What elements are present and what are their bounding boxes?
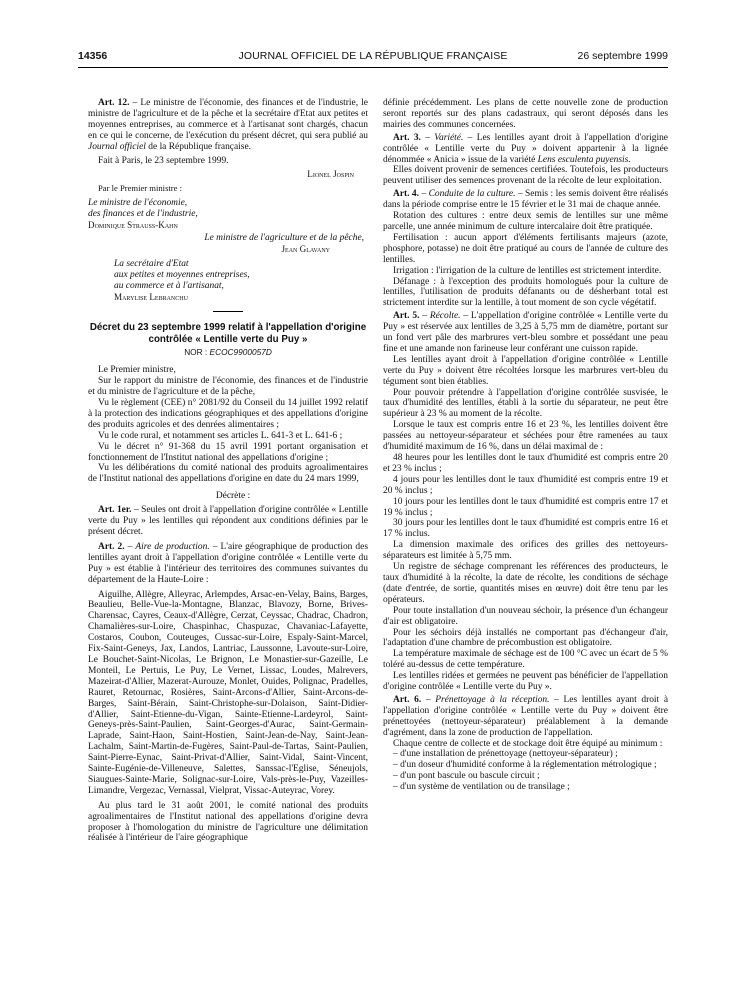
paragraph: définie précédemment. Les plans de cette nouvelle zone de production seront reportés sur des plans cadastraux, qui seront déposés dans les mairies des communes concernées. (383, 98, 668, 130)
paragraph: Vu le règlement (CEE) n° 2081/92 du Conseil du 14 juillet 1992 relatif à la protection des indications géographiques et des appellations d'origine des produits agricoles et des denrées alimentaires ; (88, 398, 368, 430)
signature-block-eco: Le ministre de l'économie, des finances et de l'industrie, Dominique Strauss-Kahn (88, 198, 198, 231)
paragraph: 48 heures pour les lentilles dont le taux d'humidité est compris entre 20 et 23 % inclus ; (383, 453, 668, 474)
list-item: – d'un système de ventilation ou de transilage ; (393, 782, 570, 793)
paragraph: Vu le décret n° 91-368 du 15 avril 1991 portant organisation et fonctionnement de l'Institut national des appellations d'origine ; (88, 441, 368, 463)
decree-title: Décret du 23 septembre 1999 relatif à l'appellation d'origine contrôlée « Lentille verte du Puy » (89, 322, 367, 345)
paragraph: Chaque centre de collecte et de stockage doit être équipé au minimum : (393, 738, 663, 749)
paragraph: Vu le code rural, et notamment ses articles L. 641-3 et L. 641-6 ; (98, 430, 343, 441)
right-column (383, 98, 668, 793)
list-item: – d'une installation de prénettoyage (nettoyeur-séparateur) ; (393, 749, 618, 760)
paragraph: Irrigation : l'irrigation de la culture de lentilles est strictement interdite. (393, 265, 662, 276)
par-premier-ministre: Par le Premier ministre : (98, 183, 183, 194)
list-item: – d'un doseur d'humidité conforme à la réglementation métrologique ; (393, 760, 657, 771)
paragraph: Rotation des cultures : entre deux semis de lentilles sur une même parcelle, une année minimum de culture intercalaire doit être pratiquée. (383, 211, 668, 232)
header-rule (78, 67, 668, 68)
paragraph: Défanage : à l'exception des produits homologués pour la culture de lentilles, l'utilisation de produits défanants ou de désherbant total est strictement interdite sur la lentille, à tout moment de son cycle végétatif. (383, 276, 668, 309)
left-column (88, 98, 368, 844)
paragraph: Pour toute installation d'un nouveau séchoir, la présence d'un échangeur d'air est obligatoire. (383, 605, 668, 627)
paragraph: Pour les séchoirs déjà installés ne comportant pas d'échangeur d'air, l'adaptation d'une chambre de précombustion est obligatoire. (383, 627, 668, 649)
paragraph: La température maximale de séchage est de 100 °C avec un écart de 5 % toléré au-dessus de cette température. (383, 649, 668, 671)
fait-a-paris: Fait à Paris, le 23 septembre 1999. (98, 155, 229, 166)
paragraph: Vu les délibérations du comité national des produits agroalimentaires de l'Institut national des appellations d'origine en date du 24 mars 1999, (88, 463, 368, 485)
article-5: Art. 5. – Récolte. – L'appellation d'origine contrôlée « Lentille verte du Puy » est réservée aux lentilles de 3,25 à 5,75 mm de diamètre, portant sur un fond vert pâle des marbrures vert-bleu sombre et possédant une peau fine et une amande non farineuse leur conférant une cuisson rapide. (383, 311, 668, 354)
journal-title: JOURNAL OFFICIEL DE LA RÉPUBLIQUE FRANÇAISE (238, 50, 508, 62)
paragraph: Fertilisation : aucun apport d'éléments fertilisants majeurs (azote, phosphore, potasse) ne doit être pratiqué au cours de l'année de culture des lentilles. (383, 232, 668, 265)
communes-list: Aiguilhe, Allègre, Alleyrac, Arlempdes, Arsac-en-Velay, Bains, Barges, Beaulieu, Belle-Vue-la-Montagne, Blanzac, Blavozy, Borne, Brives-Charensac, Cayres, Ceaux-d'Allègre, Cerzat, Ceyssac, Chadrac, Chadron, Chamalières-sur-Loire, Chaspinhac, Chaspuzac, Chavaniac-Lafayette, Costaros, Coubon, Couteuges, Cussac-sur-Loire, Espaly-Saint-Marcel, Fix-Saint-Geneys, Jax, Landos, Lantriac, Laussonne, Lavoute-sur-Loire, Le Bouchet-Saint-Nicolas, Le Brignon, Le Monastier-sur-Gazeille, Le Monteil, Le Pertuis, Le Puy, Le Vernet, Lissac, Loudes, Malrevers, Mazeirat-d'Allier, Mazerat-Aurouze, Monlet, Ouides, Polignac, Pradelles, Rauret, Retournac, Rosières, Saint-Arcons-d'Allier, Saint-Arcons-de-Barges, Saint-Bérain, Saint-Christophe-sur-Dolaison, Saint-Didier-d'Allier, Saint-Etienne-du-Vigan, Sainte-Etienne-Lardeyrol, Saint-Geneys-près-Saint-Paulien, Saint-Georges-d'Aurac, Saint-Germain-Laprade, Saint-Haon, Saint-Hostien, Saint-Jean-de-Nay, Saint-Jean-Lachalm, Saint-Martin-de-Fugères, Saint-Paul-de-Tartas, Saint-Paulien, Saint-Pierre-Eynac, Saint-Privat-d'Allier, Saint-Vidal, Saint-Vincent, Sainte-Eugénie-de-Villeneuve, Salettes, Sanssac-l'Eglise, Séneujols, Siaugues-Sainte-Marie, Solignac-sur-Loire, Vals-près-le-Puy, Vazeilles-Limandre, Vergezac, Vernassal, Vielprat, Vissac-Auteyrac, Vorey. (88, 589, 368, 796)
page-header (78, 50, 668, 66)
article-2: Art. 2. – Aire de production. – L'aire géographique de production des lentilles ayant droit à l'appellation d'origine contrôlée « Lentille verte du Puy » est établie à l'intérieur des territoires des communes suivantes du département de la Haute-Loire : (88, 541, 369, 585)
list-item: – d'un pont bascule ou bascule circuit ; (393, 771, 540, 782)
issue-date: 26 septembre 1999 (577, 50, 668, 62)
paragraph: Au plus tard le 31 août 2001, le comité national des produits agroalimentaires de l'Institut national des appellations d'origine devra proposer à l'homologation du ministre de l'agriculture une délimitation réalisée à l'intérieur de l'aire géographique (88, 800, 368, 844)
nor-reference: NOR : ECOC9900057D (184, 347, 272, 358)
signature-block-sec: La secrétaire d'Etat aux petites et moyennes entreprises, au commerce et à l'artisanat, Marylise Lebranchu (114, 258, 250, 302)
paragraph: Le Premier ministre, (98, 365, 176, 376)
page-number: 14356 (78, 50, 108, 62)
paragraph: 10 jours pour les lentilles dont le taux d'humidité est compris entre 17 et 19 % inclus ; (383, 496, 668, 518)
paragraph: 4 jours pour les lentilles dont le taux d'humidité est compris entre 19 et 20 % inclus ; (383, 474, 668, 496)
article-3: Art. 3. – Variété. – Les lentilles ayant droit à l'appellation d'origine contrôlée « Lentille verte du Puy » doivent appartenir à la lignée dénommée « Anicia » issue de la variété Lens esculenta puyensis. (383, 132, 668, 165)
signature-pm: Lionel Jospin (307, 169, 354, 180)
decrete-heading: Décrète : (215, 491, 251, 502)
paragraph: Elles doivent provenir de semences certifiées. Toutefois, les producteurs peuvent utiliser des semences provenant de la récolte de leur exploitation. (383, 165, 668, 187)
paragraph: La dimension maximale des orifices des grilles des nettoyeurs-séparateurs est limitée à 5,75 mm. (383, 540, 668, 562)
paragraph: 30 jours pour les lentilles dont le taux d'humidité est compris entre 16 et 17 % inclus. (383, 518, 668, 540)
paragraph: Un registre de séchage comprenant les références des producteurs, le taux d'humidité à la récolte, la date de récolte, les conditions de séchage (date d'entrée, de sortie, quantités mises en œuvre) doit être tenu par les opérateurs. (383, 562, 668, 605)
section-divider (213, 311, 243, 312)
article-1: Art. 1er. – Seules ont droit à l'appellation d'origine contrôlée « Lentille verte du Puy » les lentilles qui répondent aux conditions définies par le présent décret. (88, 505, 368, 537)
paragraph: Les lentilles ridées et germées ne peuvent pas bénéficier de l'appellation d'origine contrôlée « Lentille verte du Puy ». (383, 671, 668, 693)
paragraph: Pour pouvoir prétendre à l'appellation d'origine contrôlée susvisée, le taux d'humidité des lentilles, établi à la sortie du séparateur, ne peut être supérieur à 23 % au moment de la récolte. (383, 387, 668, 420)
article-6: Art. 6. – Prénettoyage à la réception. – Les lentilles ayant droit à l'appellation d'origine contrôlée « Lentille verte du Puy » doivent être prénettoyées (nettoyeur-séparateur) préalablement à la demande d'agrément, dans la zone de production de l'appellation. (383, 694, 669, 738)
paragraph: Les lentilles ayant droit à l'appellation d'origine contrôlée « Lentille verte du Puy » doivent être récoltées lorsque les marbrures vert-bleu du tégument sont bien établies. (383, 354, 668, 387)
article-4: Art. 4. – Conduite de la culture. – Semis : les semis doivent être réalisés dans la période comprise entre le 15 février et le 31 mai de chaque année. (383, 189, 669, 211)
signature-block-agri: Le ministre de l'agriculture et de la pêche, Jean Glavany (204, 232, 364, 254)
paragraph: Lorsque le taux est compris entre 16 et 23 %, les lentilles doivent être passées au nettoyeur-séparateur et séchées pour être ramenées au taux d'humidité maximum de 16 %, dans un délai maximal de : (383, 420, 668, 453)
article-12: Art. 12. – Le ministre de l'économie, des finances et de l'industrie, le ministre de l'agriculture et de la pêche et la secrétaire d'Etat aux petites et moyennes entreprises, au commerce et à l'artisanat sont chargés, chacun en ce qui le concerne, de l'exécution du présent décret, qui sera publié au Journal officiel de la République française. (88, 98, 368, 152)
paragraph: Sur le rapport du ministre de l'économie, des finances et de l'industrie et du ministre de l'agriculture et de la pêche, (88, 376, 368, 398)
